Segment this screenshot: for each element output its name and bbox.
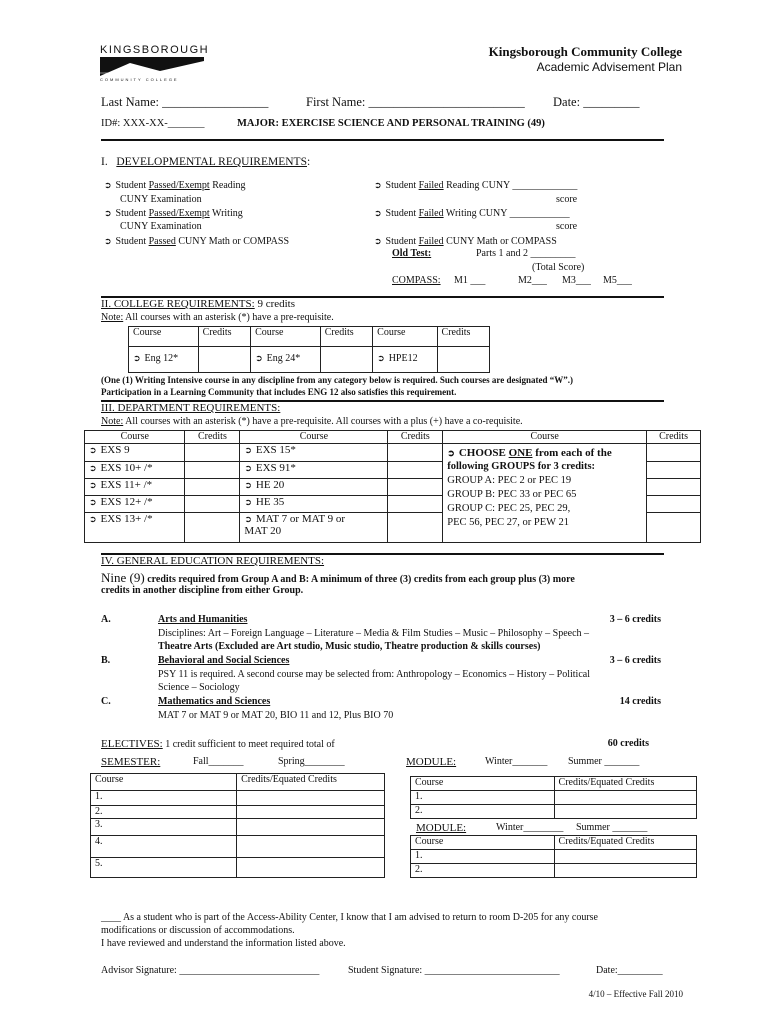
bullet-icon: ➲ [133,353,141,363]
first-name-field[interactable]: First Name: _________________________ [306,95,525,109]
bullet-icon: ➲ [104,208,112,218]
social-sciences-credits: 3 – 6 credits [609,655,661,666]
parts-score-field[interactable]: Parts 1 and 2 _________ [476,248,576,259]
gen-ed-intro: Nine (9) credits required from Group A and B: A minimum of three (3) credits from each group plus (3) more [101,570,575,585]
row-number[interactable]: 5. [91,858,237,878]
bullet-icon: ➲ [374,236,382,246]
old-test-label: Old Test: [392,248,432,259]
summer-field[interactable]: Summer _______ [568,756,640,767]
dev-right-item: ➲ Student Failed CUNY Math or COMPASS [374,236,557,247]
bullet-icon: ➲ [255,353,263,363]
logo-subtitle: COMMUNITY COLLEGE [100,77,179,82]
dev-left-item-line2: CUNY Examination [120,194,202,205]
section-4-title: IV. GENERAL EDUCATION REQUIREMENTS: [101,555,325,567]
learning-community-note: Participation in a Learning Community that includes ENG 12 also satisfies this requirement. [101,387,457,397]
gen-ed-intro-line2: credits in another discipline from either Group. [101,585,304,596]
col-header-course: Course [91,774,237,791]
date-field[interactable]: Date: _________ [553,95,640,109]
row-number[interactable]: 1. [91,791,237,806]
access-ability-statement-2: modifications or discussion of accommodations. [101,925,295,936]
credits-entry-cell[interactable] [647,496,701,513]
row-number[interactable]: 1. [411,850,555,864]
bullet-icon: ➲ [89,480,97,490]
section-2-credits: 9 credits [257,298,296,310]
compass-m5-field[interactable]: M5___ [603,275,632,286]
compass-m3-field[interactable]: M3___ [562,275,591,286]
electives-row: ELECTIVES: 1 credit sufficient to meet required total of [101,738,335,750]
section-1-number: I. [101,156,108,168]
section-3-note: Note: All courses with an asterisk (*) have a pre-requisite. All courses with a plus (+) have a co-requisite. [101,416,523,427]
module-label: MODULE: [406,756,457,768]
row-number[interactable]: 2. [91,806,237,819]
group-c-label: C. [101,696,111,707]
bullet-icon: ➲ [104,180,112,190]
credits-entry-cell[interactable] [388,462,443,479]
section-1-heading: I. DEVELOPMENTAL REQUIREMENTS: [101,156,311,168]
credits-entry-cell[interactable] [320,347,372,373]
total-credits: 60 credits [607,738,649,749]
col-header-credits: Credits/Equated Credits [237,774,385,791]
credits-entry-cell[interactable] [647,444,701,462]
advisor-signature-field[interactable]: Advisor Signature: ____________________________ [101,965,320,976]
reviewed-statement: I have reviewed and understand the information listed above. [101,938,346,949]
winter-field[interactable]: Winter_______ [485,756,548,767]
credits-entry-cell[interactable] [554,805,696,819]
bullet-icon: ➲ [244,514,252,524]
col-header-credits: Credits/Equated Credits [554,777,696,791]
credits-entry-cell[interactable] [185,444,240,462]
signature-date-field[interactable]: Date:_________ [596,965,663,976]
credits-entry-cell[interactable] [237,858,385,878]
credits-entry-cell[interactable] [647,513,701,543]
table-cell: ➲ EXS 12+ /* [85,496,185,513]
group-c-continued: PEC 56, PEC 27, or PEW 21 [447,517,569,528]
table-cell: ➲ MAT 7 or MAT 9 or MAT 20 [240,513,388,543]
row-number[interactable]: 2. [411,864,555,878]
access-ability-statement: ____ As a student who is part of the Access-Ability Center, I know that I am advised to return to room D-205 for any course [101,912,598,923]
last-name-field[interactable]: Last Name: _________________ [101,95,269,109]
section-3-title: III. DEPARTMENT REQUIREMENTS: [101,402,281,414]
col-header-course: Course [443,431,647,444]
score-label: score [556,221,578,232]
col-header-credits: Credits [647,431,701,444]
student-signature-field[interactable]: Student Signature: ___________________________ [348,965,560,976]
semester-course-table [90,773,385,878]
header-divider [101,139,664,141]
dev-right-item: ➲ Student Failed Writing CUNY ____________ [374,208,570,219]
col-header-course: Course [240,431,388,444]
compass-m1-field[interactable]: M1 ___ [454,275,486,286]
bullet-icon: ➲ [244,445,252,455]
dev-right-item: ➲ Student Failed Reading CUNY _____________ [374,180,578,191]
bullet-icon: ➲ [244,497,252,507]
module-label-2: MODULE: [416,822,467,834]
col-header-course: Course [373,327,437,347]
section-1-title: DEVELOPMENTAL REQUIREMENTS [116,156,307,168]
bullet-icon: ➲ [89,463,97,473]
col-header-credits: Credits/Equated Credits [554,836,696,850]
credits-entry-cell[interactable] [185,496,240,513]
credits-entry-cell[interactable] [185,479,240,496]
math-sciences-title: Mathematics and Sciences [158,696,271,707]
credits-entry-cell[interactable] [237,791,385,806]
bullet-icon: ➲ [244,463,252,473]
compass-m2-field[interactable]: M2___ [518,275,547,286]
credits-entry-cell[interactable] [185,513,240,543]
col-header-course: Course [85,431,185,444]
arts-humanities-credits: 3 – 6 credits [609,614,661,625]
group-b: GROUP B: PEC 33 or PEC 65 [447,489,577,500]
module-course-table-2 [410,835,697,878]
section-2-title: II. COLLEGE REQUIREMENTS: [101,298,255,310]
college-requirements-table [128,326,490,373]
math-sciences-credits: 14 credits [619,696,661,707]
logo-graphic [100,57,204,76]
credits-entry-cell[interactable] [237,836,385,858]
col-header-course: Course [411,777,555,791]
choose-one-label: ➲ CHOOSE ONE from each of the [447,447,612,459]
row-number[interactable]: 2. [411,805,555,819]
choose-one-cell [443,444,647,543]
department-requirements-table [84,430,701,543]
group-a: GROUP A: PEC 2 or PEC 19 [447,475,572,486]
group-a-label: A. [101,614,111,625]
col-header-credits: Credits [320,327,372,347]
college-name: Kingsborough Community College [488,44,682,59]
table-cell: ➲ EXS 10+ /* [85,462,185,479]
table-cell: ➲ Eng 12* [129,347,199,373]
arts-humanities-disciplines: Disciplines: Art – Foreign Language – Literature – Media & Film Studies – Music – Philosophy – Speech – [158,628,590,639]
summer-field-2[interactable]: Summer _______ [576,822,648,833]
table-cell: ➲ EXS 11+ /* [85,479,185,496]
col-header-credits: Credits [198,327,250,347]
module-course-table [410,776,697,819]
table-cell: ➲ HE 20 [240,479,388,496]
bullet-icon: ➲ [104,236,112,246]
credits-entry-cell[interactable] [388,513,443,543]
total-score-label: (Total Score) [532,262,585,273]
compass-label: COMPASS: [392,275,441,286]
plan-title: Academic Advisement Plan [536,60,682,74]
group-b-label: B. [101,655,111,666]
row-number[interactable]: 4. [91,836,237,858]
bullet-icon: ➲ [89,497,97,507]
table-cell: ➲ HPE12 [373,347,437,373]
credits-entry-cell[interactable] [388,479,443,496]
dev-left-item: ➲ Student Passed/Exempt Writing [104,208,243,219]
section-2-heading [101,298,295,310]
major-label: MAJOR: EXERCISE SCIENCE AND PERSONAL TRAINING (49) [237,118,545,129]
table-cell: ➲ EXS 13+ /* [85,513,185,543]
bullet-icon: ➲ [244,480,252,490]
math-sciences-desc: MAT 7 or MAT 9 or MAT 20, BIO 11 and 12, Plus BIO 70 [158,710,394,721]
table-cell: ➲ EXS 9 [85,444,185,462]
arts-humanities-title: Arts and Humanities [158,614,248,625]
credits-entry-cell[interactable] [647,479,701,496]
credits-entry-cell[interactable] [554,850,696,864]
winter-field-2[interactable]: Winter________ [496,822,564,833]
logo-wordmark: KINGSBOROUGH [100,44,210,56]
col-header-credits: Credits [185,431,240,444]
table-cell: ➲ EXS 15* [240,444,388,462]
score-label: score [556,194,578,205]
dev-left-item: ➲ Student Passed CUNY Math or COMPASS [104,236,290,247]
credits-entry-cell[interactable] [554,864,696,878]
row-number[interactable]: 1. [411,791,555,805]
row-number[interactable]: 3. [91,819,237,836]
bullet-icon: ➲ [374,208,382,218]
arts-humanities-exclusions: Theatre Arts (Excluded are Art studio, Music studio, Theatre production & skills courses) [158,641,541,652]
table-cell: ➲ Eng 24* [251,347,321,373]
bullet-icon: ➲ [374,180,382,190]
groups-line: following GROUPS for 3 credits: [447,461,596,472]
table-cell: ➲ EXS 91* [240,462,388,479]
col-header-course: Course [411,836,555,850]
credits-entry-cell[interactable] [237,819,385,836]
group-c: GROUP C: PEC 25, PEC 29, [447,503,571,514]
col-header-course: Course [129,327,199,347]
social-sciences-desc-2: Science – Sociology [158,682,240,693]
version-label: 4/10 – Effective Fall 2010 [588,989,683,999]
credits-entry-cell[interactable] [388,444,443,462]
writing-intensive-note: (One (1) Writing Intensive course in any discipline from any category below is required. Such courses are designated “W”.) [101,375,573,385]
bullet-icon: ➲ [447,448,455,458]
bullet-icon: ➲ [377,353,385,363]
credits-entry-cell[interactable] [437,347,489,373]
bullet-icon: ➲ [89,445,97,455]
credits-entry-cell[interactable] [388,496,443,513]
col-header-credits: Credits [388,431,443,444]
credits-entry-cell[interactable] [554,791,696,805]
credits-entry-cell[interactable] [198,347,250,373]
credits-entry-cell[interactable] [237,806,385,819]
dev-left-item: ➲ Student Passed/Exempt Reading [104,180,246,191]
bullet-icon: ➲ [89,514,97,524]
social-sciences-desc: PSY 11 is required. A second course may be selected from: Anthropology – Economics – History – Political [158,669,590,680]
credits-entry-cell[interactable] [185,462,240,479]
col-header-course: Course [251,327,321,347]
id-field[interactable]: ID#: XXX-XX-_______ [101,118,205,129]
table-cell: ➲ HE 35 [240,496,388,513]
fall-field[interactable]: Fall_______ [193,756,244,767]
spring-field[interactable]: Spring________ [278,756,345,767]
dev-left-item-line2: CUNY Examination [120,221,202,232]
col-header-credits: Credits [437,327,489,347]
semester-label: SEMESTER: [101,756,161,768]
section-2-note: Note: All courses with an asterisk (*) have a pre-requisite. [101,312,334,323]
credits-entry-cell[interactable] [647,462,701,479]
social-sciences-title: Behavioral and Social Sciences [158,655,290,666]
mat-20-label: MAT 20 [244,525,282,537]
